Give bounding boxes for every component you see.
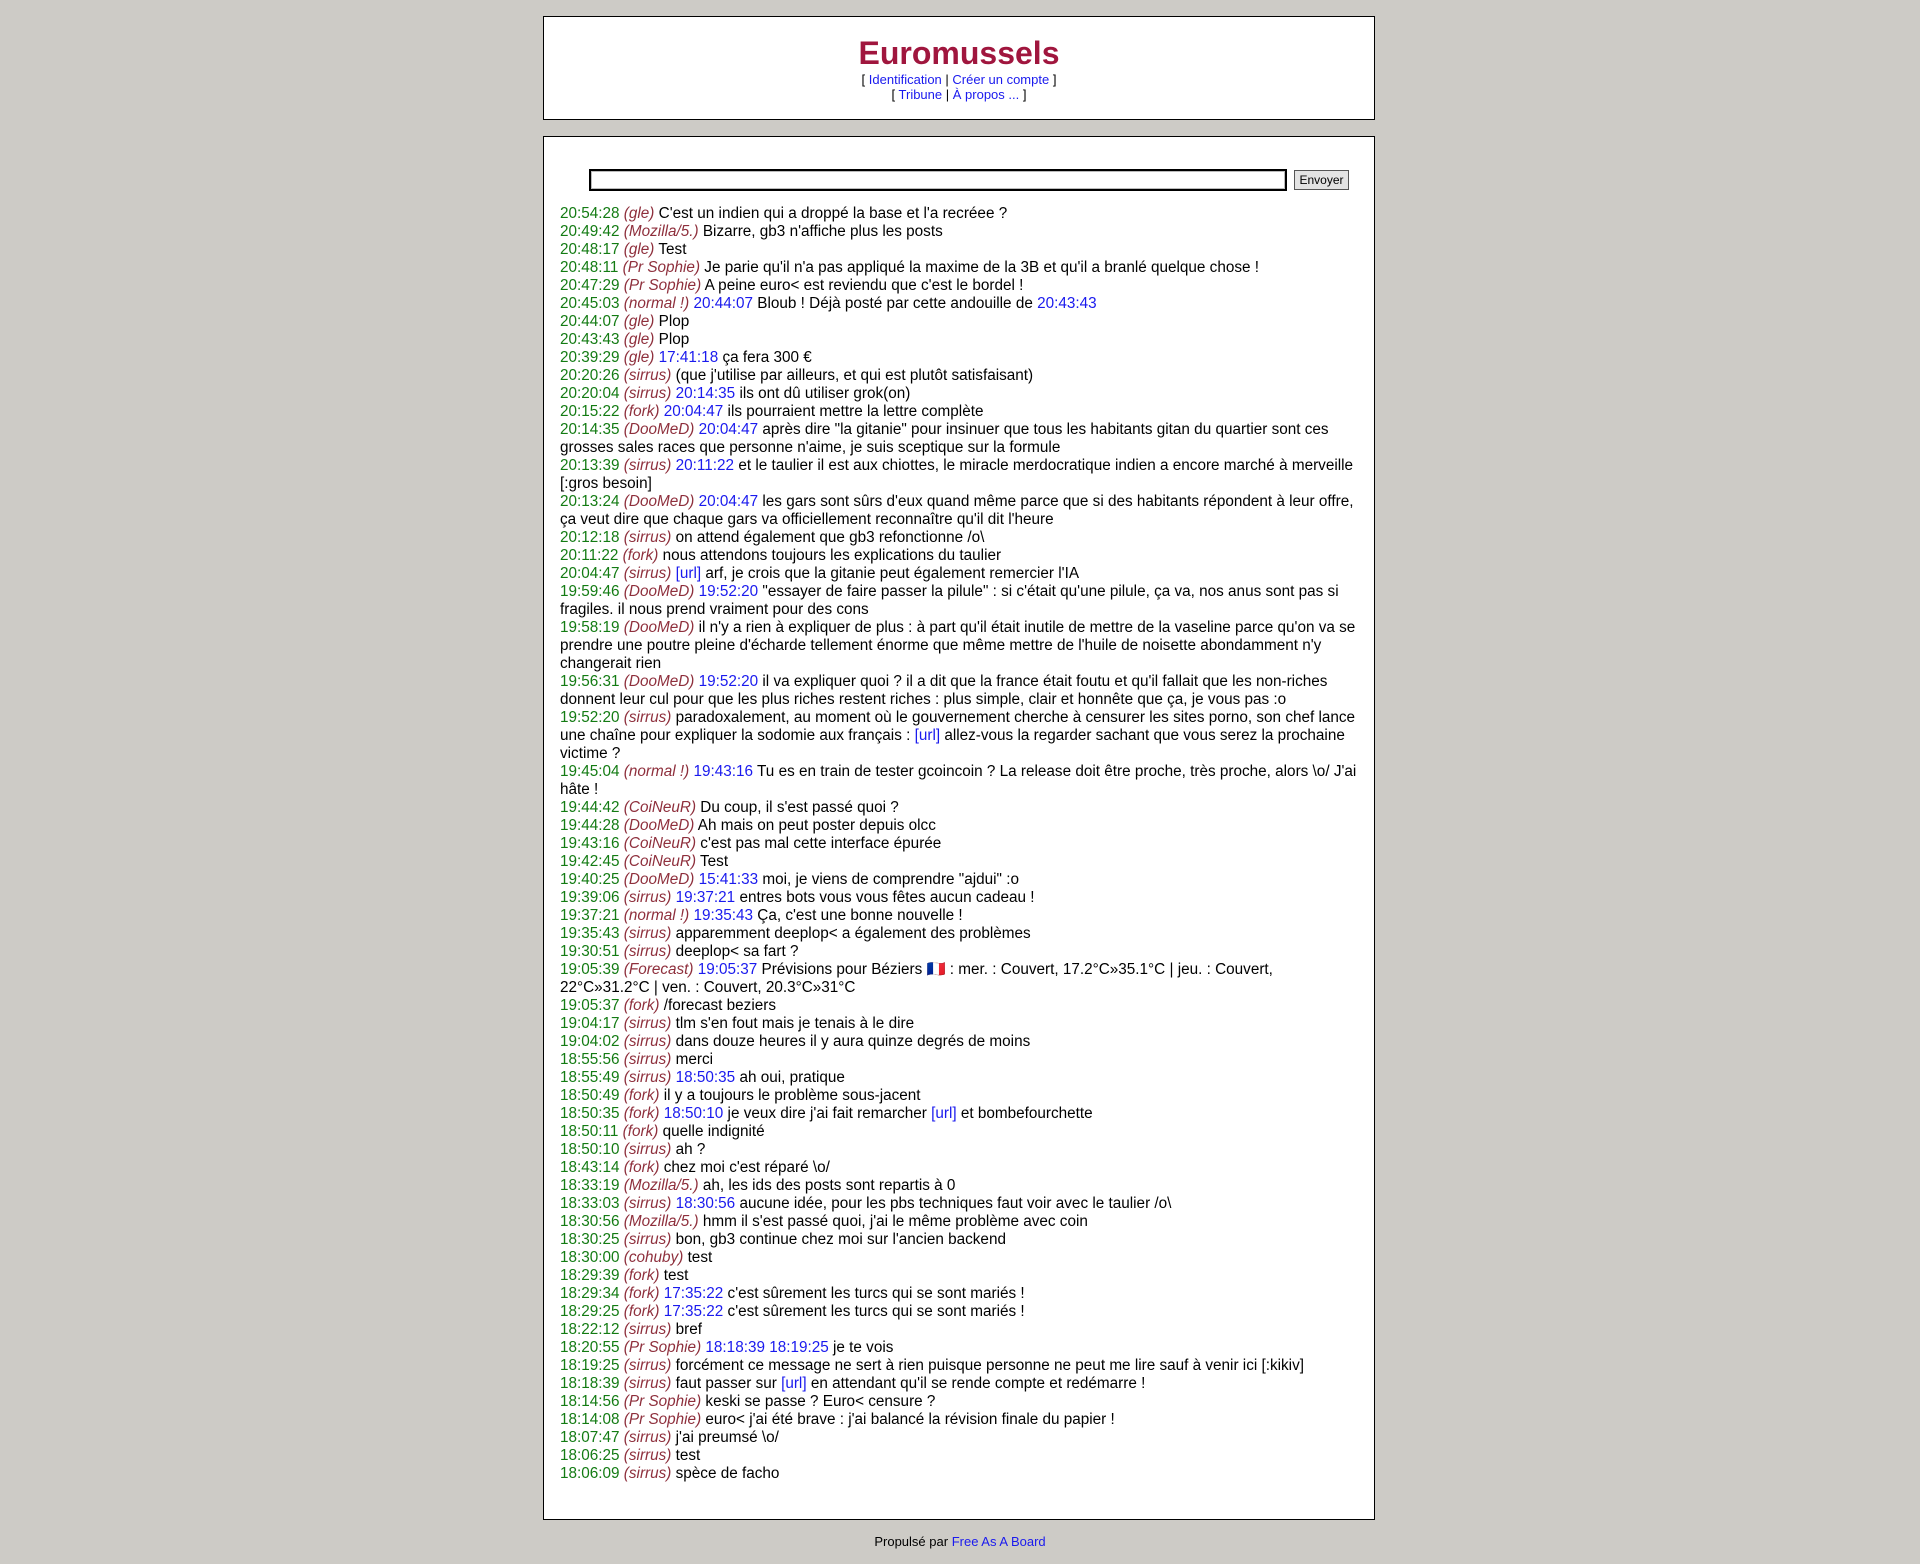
timestamp-reference-link[interactable]: 20:04:47	[698, 493, 759, 510]
url-link[interactable]: [url]	[675, 565, 702, 582]
post-message: ils pourraient mettre la lettre complète	[727, 403, 984, 420]
post-row	[560, 403, 1360, 421]
post-timestamp[interactable]: 20:47:29	[560, 277, 620, 294]
post-timestamp[interactable]: 20:04:47	[560, 565, 620, 582]
post-message: je te vois	[833, 1339, 894, 1356]
post-row	[560, 1015, 1360, 1033]
post-timestamp[interactable]: 19:04:17	[560, 1015, 620, 1032]
post-row	[560, 835, 1360, 853]
post-timestamp[interactable]: 18:30:25	[560, 1231, 620, 1248]
post-message: deeplop< sa fart ?	[675, 943, 799, 960]
post-message: Ah mais on peut poster depuis olcc	[697, 817, 936, 834]
post-message: il y a toujours le problème sous-jacent	[663, 1087, 921, 1104]
post-timestamp[interactable]: 20:11:22	[560, 547, 619, 564]
post-row	[560, 1213, 1360, 1231]
post-timestamp[interactable]: 20:45:03	[560, 295, 620, 312]
timestamp-reference-link[interactable]: 19:37:21	[675, 889, 736, 906]
post-nickname: (gle)	[623, 205, 655, 222]
header-box	[543, 16, 1375, 120]
post-row	[560, 313, 1360, 331]
post-row	[560, 547, 1360, 565]
post-nickname: (fork)	[623, 1159, 660, 1176]
post-nickname: (sirrus)	[623, 529, 672, 546]
post-timestamp[interactable]: 18:50:35	[560, 1105, 620, 1122]
post-message: nous attendons toujours les explications du taulier	[662, 547, 1002, 564]
post-row	[560, 1357, 1360, 1375]
post-timestamp[interactable]: 18:22:12	[560, 1321, 620, 1338]
post-nickname: (normal !)	[623, 907, 690, 924]
post-timestamp[interactable]: 18:07:47	[560, 1429, 620, 1446]
post-row	[560, 367, 1360, 385]
post-nickname: (sirrus)	[623, 925, 672, 942]
post-timestamp[interactable]: 19:05:37	[560, 997, 620, 1014]
post-row	[560, 331, 1360, 349]
post-message: spèce de facho	[675, 1465, 780, 1482]
post-message: entres bots vous vous fêtes aucun cadeau !	[739, 889, 1035, 906]
url-link[interactable]: [url]	[781, 1375, 807, 1392]
post-row	[560, 295, 1360, 313]
post-timestamp[interactable]: 19:30:51	[560, 943, 620, 960]
post-nickname: (fork)	[623, 403, 660, 420]
post-message: paradoxalement, au moment où le gouvernement cherche à censurer les sites porno, son chef lance une chaîne pour expliquer la sodomie aux français :	[560, 709, 1356, 744]
post-nickname: (sirrus)	[623, 1465, 672, 1482]
post-row	[560, 1231, 1360, 1249]
post-timestamp[interactable]: 20:44:07	[560, 313, 620, 330]
post-nickname: (sirrus)	[623, 1141, 672, 1158]
post-timestamp[interactable]: 18:55:56	[560, 1051, 620, 1068]
post-row	[560, 943, 1360, 961]
post-nickname: (fork)	[623, 1285, 660, 1302]
post-message: ah ?	[675, 1141, 706, 1158]
post-message: moi, je viens de comprendre "ajdui" :o	[762, 871, 1019, 888]
post-row	[560, 817, 1360, 835]
post-message: bon, gb3 continue chez moi sur l'ancien backend	[675, 1231, 1006, 1248]
tribune-link[interactable]: Tribune	[898, 87, 943, 102]
post-nickname: (Mozilla/5.)	[623, 223, 699, 240]
post-row	[560, 799, 1360, 817]
post-row	[560, 1123, 1360, 1141]
timestamp-reference-link[interactable]: 19:52:20	[698, 583, 759, 600]
footer-prefix: Propulsé par	[874, 1534, 949, 1549]
post-nickname: (sirrus)	[623, 1069, 672, 1086]
post-message: Je parie qu'il n'a pas appliqué la maxime de la 3B et qu'il a branlé quelque chose !	[704, 259, 1260, 276]
post-message: quelle indignité	[662, 1123, 765, 1140]
post-row	[560, 241, 1360, 259]
post-nickname: (gle)	[623, 331, 655, 348]
post-message: ça fera 300 €	[722, 349, 812, 366]
post-row	[560, 1447, 1360, 1465]
post-row	[560, 1069, 1360, 1087]
timestamp-reference-link[interactable]: 18:50:10	[663, 1105, 724, 1122]
post-nickname: (CoiNeuR)	[623, 853, 697, 870]
post-timestamp[interactable]: 19:42:45	[560, 853, 620, 870]
post-timestamp[interactable]: 18:06:09	[560, 1465, 620, 1482]
post-timestamp[interactable]: 18:20:55	[560, 1339, 620, 1356]
post-message: Ça, c'est une bonne nouvelle !	[757, 907, 963, 924]
post-message: c'est pas mal cette interface épurée	[700, 835, 942, 852]
post-nickname: (Mozilla/5.)	[623, 1177, 699, 1194]
post-message: ah oui, pratique	[739, 1069, 845, 1086]
tribune-box	[543, 136, 1375, 1520]
post-row	[560, 349, 1360, 367]
post-row	[560, 205, 1360, 223]
post-row	[560, 277, 1360, 295]
post-nickname: (sirrus)	[623, 1321, 672, 1338]
timestamp-reference-link[interactable]: 20:04:47	[663, 403, 724, 420]
url-link[interactable]: [url]	[931, 1105, 957, 1122]
post-list	[560, 205, 1360, 1483]
post-timestamp[interactable]: 18:29:25	[560, 1303, 620, 1320]
about-link[interactable]: À propos ...	[952, 87, 1020, 102]
timestamp-reference-link[interactable]: 17:35:22	[663, 1303, 724, 1320]
post-row	[560, 1321, 1360, 1339]
post-nickname: (fork)	[623, 1303, 660, 1320]
timestamp-reference-link[interactable]: 20:43:43	[1037, 295, 1097, 312]
post-row	[560, 1087, 1360, 1105]
post-nickname: (sirrus)	[623, 1375, 672, 1392]
post-message: chez moi c'est réparé \o/	[663, 1159, 830, 1176]
post-row	[560, 619, 1360, 673]
post-nickname: (sirrus)	[623, 1015, 672, 1032]
post-message: Du coup, il s'est passé quoi ?	[700, 799, 899, 816]
post-message: c'est sûrement les turcs qui se sont mariés !	[727, 1303, 1025, 1320]
post-row	[560, 1267, 1360, 1285]
post-timestamp[interactable]: 19:44:28	[560, 817, 620, 834]
post-message: aucune idée, pour les pbs techniques faut voir avec le taulier /o\	[739, 1195, 1172, 1212]
post-message: ils ont dû utiliser grok(on)	[739, 385, 911, 402]
post-message: keski se passe ? Euro< censure ?	[705, 1393, 936, 1410]
post-message: Tu es en train de tester gcoincoin ? La release doit être proche, très proche, alors \o/ J'ai hâte !	[560, 763, 1357, 798]
post-timestamp[interactable]: 18:14:08	[560, 1411, 620, 1428]
post-nickname: (sirrus)	[623, 943, 672, 960]
timestamp-reference-link[interactable]: 19:43:16	[693, 763, 754, 780]
post-nickname: (Pr Sophie)	[623, 1393, 702, 1410]
post-timestamp[interactable]: 19:39:06	[560, 889, 620, 906]
post-row	[560, 1033, 1360, 1051]
post-message: bref	[675, 1321, 702, 1338]
post-message: arf, je crois que la gitanie peut également remercier l'IA	[705, 565, 1080, 582]
post-message: "essayer de faire passer la pilule" : si c'était qu'une pilule, ça va, nos anus sont pas si fragiles. il nous prend vraiment pour des cons	[560, 583, 1339, 618]
post-message: en attendant qu'il se rende compte et redémarre !	[810, 1375, 1146, 1392]
post-timestamp[interactable]: 19:37:21	[560, 907, 620, 924]
post-row	[560, 565, 1360, 583]
post-timestamp[interactable]: 19:44:42	[560, 799, 620, 816]
post-message: hmm il s'est passé quoi, j'ai le même problème avec coin	[702, 1213, 1088, 1230]
post-row	[560, 889, 1360, 907]
post-row	[560, 1285, 1360, 1303]
post-timestamp[interactable]: 19:40:25	[560, 871, 620, 888]
post-row	[560, 925, 1360, 943]
post-timestamp[interactable]: 19:43:16	[560, 835, 620, 852]
post-message: c'est sûrement les turcs qui se sont mariés !	[727, 1285, 1025, 1302]
post-nickname: (DooMeD)	[623, 421, 695, 438]
post-nickname: (fork)	[623, 997, 660, 1014]
post-row	[560, 1375, 1360, 1393]
timestamp-reference-link[interactable]: 20:44:07	[693, 295, 754, 312]
timestamp-reference-link[interactable]: 18:30:56	[675, 1195, 736, 1212]
timestamp-reference-link[interactable]: 19:05:37	[697, 961, 758, 978]
post-timestamp[interactable]: 18:55:49	[560, 1069, 620, 1086]
post-row	[560, 457, 1360, 493]
post-nickname: (sirrus)	[623, 1195, 672, 1212]
post-nickname: (Pr Sophie)	[623, 1411, 702, 1428]
post-message: A peine euro< est reviendu que c'est le bordel !	[704, 277, 1024, 294]
post-row	[560, 1303, 1360, 1321]
post-nickname: (DooMeD)	[623, 673, 695, 690]
post-nickname: (fork)	[623, 1105, 660, 1122]
post-row	[560, 1159, 1360, 1177]
post-timestamp[interactable]: 20:13:24	[560, 493, 620, 510]
post-nickname: (sirrus)	[623, 457, 672, 474]
post-timestamp[interactable]: 18:33:19	[560, 1177, 620, 1194]
post-nickname: (Pr Sophie)	[622, 259, 701, 276]
post-message: test	[687, 1249, 713, 1266]
post-message: dans douze heures il y aura quinze degrés de moins	[675, 1033, 1031, 1050]
post-nickname: (cohuby)	[623, 1249, 684, 1266]
free-as-a-board-link[interactable]: Free As A Board	[951, 1534, 1046, 1549]
post-row	[560, 583, 1360, 619]
post-message: et le taulier il est aux chiottes, le miracle merdocratique indien a encore marché à merveille [:gros besoin]	[560, 457, 1354, 492]
post-timestamp[interactable]: 18:14:56	[560, 1393, 620, 1410]
post-nickname: (DooMeD)	[623, 817, 695, 834]
site-title: Euromussels	[858, 35, 1060, 71]
post-message: (que j'utilise par ailleurs, et qui est plutôt satisfaisant)	[675, 367, 1034, 384]
post-timestamp[interactable]: 20:54:28	[560, 205, 620, 222]
post-timestamp[interactable]: 18:30:56	[560, 1213, 620, 1230]
post-row	[560, 871, 1360, 889]
post-message: test	[675, 1447, 701, 1464]
post-row	[560, 223, 1360, 241]
post-timestamp[interactable]: 20:15:22	[560, 403, 620, 420]
post-timestamp[interactable]: 19:59:46	[560, 583, 620, 600]
post-timestamp[interactable]: 18:18:39	[560, 1375, 620, 1392]
post-message: forcément ce message ne sert à rien puisque personne ne peut me lire sauf à venir ici [:kikiv]	[675, 1357, 1304, 1374]
post-timestamp[interactable]: 20:13:39	[560, 457, 620, 474]
post-nickname: (CoiNeuR)	[623, 835, 697, 852]
nav-row-2: [ Tribune | À propos ... ]	[891, 87, 1027, 102]
post-message: j'ai preumsé \o/	[675, 1429, 779, 1446]
post-nickname: (CoiNeuR)	[623, 799, 697, 816]
timestamp-reference-link[interactable]: 17:35:22	[663, 1285, 724, 1302]
post-row	[560, 385, 1360, 403]
post-row	[560, 1105, 1360, 1123]
create-account-link[interactable]: Créer un compte	[952, 72, 1050, 87]
post-message: faut passer sur	[675, 1375, 777, 1392]
post-timestamp[interactable]: 19:35:43	[560, 925, 620, 942]
post-nickname: (sirrus)	[623, 367, 672, 384]
timestamp-reference-link[interactable]: 19:35:43	[693, 907, 754, 924]
post-nickname: (gle)	[623, 241, 655, 258]
post-timestamp[interactable]: 20:14:35	[560, 421, 620, 438]
post-nickname: (Mozilla/5.)	[623, 1213, 699, 1230]
post-message: après dire "la gitanie" pour insinuer que tous les habitants gitan du quartier sont ces grosses sales races que personne n'aime, je suis sceptique sur la formule	[560, 421, 1329, 456]
timestamp-reference-link[interactable]: 15:41:33	[698, 871, 759, 888]
timestamp-reference-link[interactable]: 18:50:35	[675, 1069, 736, 1086]
post-timestamp[interactable]: 20:49:42	[560, 223, 620, 240]
post-timestamp[interactable]: 20:12:18	[560, 529, 620, 546]
post-row	[560, 1177, 1360, 1195]
post-timestamp[interactable]: 18:33:03	[560, 1195, 620, 1212]
post-timestamp[interactable]: 19:05:39	[560, 961, 620, 978]
post-message: ah, les ids des posts sont repartis à 0	[702, 1177, 956, 1194]
post-nickname: (normal !)	[623, 295, 690, 312]
post-message: Prévisions pour Béziers 🇫🇷 : mer. : Couvert, 17.2°C»35.1°C | jeu. : Couvert, 22°C»31.2°C | ven. : Couvert, 20.3°C»31°C	[560, 961, 1273, 996]
post-message: test	[663, 1267, 689, 1284]
post-nickname: (gle)	[623, 349, 655, 366]
post-row	[560, 1429, 1360, 1447]
post-row	[560, 1051, 1360, 1069]
post-message: Plop	[658, 331, 690, 348]
post-row	[560, 673, 1360, 709]
post-nickname: (sirrus)	[623, 1447, 672, 1464]
post-timestamp[interactable]: 20:48:11	[560, 259, 619, 276]
post-nickname: (sirrus)	[623, 1051, 672, 1068]
post-row	[560, 421, 1360, 457]
post-nickname: (sirrus)	[623, 1429, 672, 1446]
post-nickname: (sirrus)	[623, 889, 672, 906]
post-nickname: (DooMeD)	[623, 493, 695, 510]
post-row	[560, 493, 1360, 529]
post-message: merci	[675, 1051, 714, 1068]
post-row	[560, 1195, 1360, 1213]
post-nickname: (sirrus)	[623, 709, 672, 726]
post-message: /forecast beziers	[663, 997, 776, 1014]
post-row	[560, 1393, 1360, 1411]
post-message: je veux dire j'ai fait remarcher	[727, 1105, 927, 1122]
post-row	[560, 1411, 1360, 1429]
post-timestamp[interactable]: 18:50:11	[560, 1123, 619, 1140]
timestamp-reference-link[interactable]: 17:41:18	[658, 349, 719, 366]
login-link[interactable]: Identification	[868, 72, 942, 87]
post-message: C'est un indien qui a droppé la base et l'a recréee ?	[658, 205, 1008, 222]
post-message: on attend également que gb3 refonctionne /o\	[675, 529, 985, 546]
post-message: Test	[658, 241, 687, 258]
post-nickname: (fork)	[623, 1267, 660, 1284]
post-nickname: (fork)	[623, 1087, 660, 1104]
post-timestamp[interactable]: 19:04:02	[560, 1033, 620, 1050]
post-nickname: (Forecast)	[623, 961, 694, 978]
post-timestamp[interactable]: 19:52:20	[560, 709, 620, 726]
post-timestamp[interactable]: 18:06:25	[560, 1447, 620, 1464]
post-message: tlm s'en fout mais je tenais à le dire	[675, 1015, 915, 1032]
post-message: apparemment deeplop< a également des problèmes	[675, 925, 1031, 942]
post-nickname: (fork)	[622, 547, 659, 564]
post-timestamp[interactable]: 20:48:17	[560, 241, 620, 258]
post-nickname: (sirrus)	[623, 1357, 672, 1374]
post-message: Test	[700, 853, 729, 870]
post-timestamp[interactable]: 20:20:04	[560, 385, 620, 402]
post-row	[560, 1339, 1360, 1357]
post-timestamp[interactable]: 18:50:10	[560, 1141, 620, 1158]
post-nickname: (sirrus)	[623, 385, 672, 402]
post-row	[560, 1465, 1360, 1483]
post-row	[560, 1141, 1360, 1159]
post-timestamp[interactable]: 19:58:19	[560, 619, 620, 636]
post-row	[560, 259, 1360, 277]
url-link[interactable]: [url]	[914, 727, 941, 744]
post-timestamp[interactable]: 20:39:29	[560, 349, 620, 366]
post-message: les gars sont sûrs d'eux quand même parce que si des habitants répondent à leur offre, ça veut dire que chaque gars va officiellement reconnaître qu'il dit l'heure	[560, 493, 1354, 528]
post-nickname: (Pr Sophie)	[623, 1339, 702, 1356]
post-nickname: (normal !)	[623, 763, 690, 780]
post-nickname: (gle)	[623, 313, 655, 330]
post-timestamp[interactable]: 20:20:26	[560, 367, 620, 384]
post-message: il n'y a rien à expliquer de plus : à part qu'il était inutile de mettre de la vaseline parce qu'on va se prendre une poutre pleine d'écharde tellement énorme que même mettre de l'huile de noisette abondamment n'y changerait rien	[560, 619, 1356, 672]
post-nickname: (fork)	[622, 1123, 659, 1140]
timestamp-reference-link[interactable]: 20:11:22	[675, 457, 735, 474]
post-nickname: (Pr Sophie)	[623, 277, 702, 294]
post-row	[560, 763, 1360, 799]
post-message: euro< j'ai été brave : j'ai balancé la révision finale du papier !	[705, 1411, 1115, 1428]
timestamp-reference-link[interactable]: 18:19:25	[769, 1339, 829, 1356]
post-row	[560, 709, 1360, 763]
post-row	[560, 997, 1360, 1015]
post-row	[560, 853, 1360, 871]
post-message: Plop	[658, 313, 690, 330]
timestamp-reference-link[interactable]: 19:52:20	[698, 673, 759, 690]
post-timestamp[interactable]: 18:50:49	[560, 1087, 620, 1104]
post-nickname: (DooMeD)	[623, 619, 695, 636]
timestamp-reference-link[interactable]: 18:18:39	[705, 1339, 765, 1356]
post-timestamp[interactable]: 18:29:34	[560, 1285, 620, 1302]
post-timestamp[interactable]: 18:43:14	[560, 1159, 620, 1176]
post-timestamp[interactable]: 18:29:39	[560, 1267, 620, 1284]
footer	[0, 1534, 1920, 1549]
post-nickname: (DooMeD)	[623, 583, 695, 600]
post-message: Bloub ! Déjà posté par cette andouille de	[757, 295, 1033, 312]
post-message: et bombefourchette	[960, 1105, 1093, 1122]
post-row	[560, 961, 1360, 997]
nav-row-1: [ Identification | Créer un compte ]	[861, 72, 1057, 87]
post-timestamp[interactable]: 18:19:25	[560, 1357, 620, 1374]
post-nickname: (sirrus)	[623, 565, 672, 582]
timestamp-reference-link[interactable]: 20:04:47	[698, 421, 759, 438]
post-row	[560, 529, 1360, 547]
post-row	[560, 907, 1360, 925]
message-input[interactable]	[589, 169, 1287, 191]
post-message: allez-vous la regarder sachant que vous serez la prochaine victime ?	[560, 727, 1345, 762]
post-timestamp[interactable]: 19:45:04	[560, 763, 620, 780]
post-nickname: (sirrus)	[623, 1231, 672, 1248]
post-message: Bizarre, gb3 n'affiche plus les posts	[702, 223, 943, 240]
post-nickname: (sirrus)	[623, 1033, 672, 1050]
post-timestamp[interactable]: 19:56:31	[560, 673, 620, 690]
post-nickname: (DooMeD)	[623, 871, 695, 888]
timestamp-reference-link[interactable]: 20:14:35	[675, 385, 736, 402]
post-message: il va expliquer quoi ? il a dit que la france était foutu et qu'il fallait que les non-riches donnent leur cul pour que les plus riches restent riches : plus simple, clair et honnête que ça, je vous pas :o	[560, 673, 1328, 708]
post-timestamp[interactable]: 20:43:43	[560, 331, 620, 348]
post-timestamp[interactable]: 18:30:00	[560, 1249, 620, 1266]
post-row	[560, 1249, 1360, 1267]
send-button[interactable]: Envoyer	[1294, 170, 1349, 190]
